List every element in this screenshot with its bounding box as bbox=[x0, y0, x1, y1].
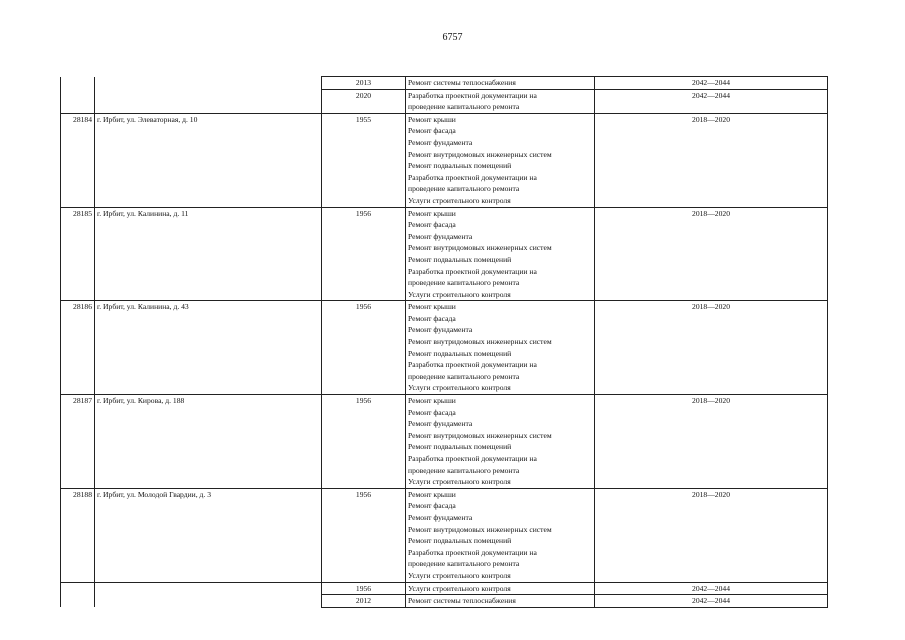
address-cell bbox=[95, 77, 322, 90]
year-cell: 2013 bbox=[322, 77, 406, 90]
table-row bbox=[61, 77, 828, 90]
work-item: проведение капитального ремонта bbox=[408, 465, 520, 475]
work-item: проведение капитального ремонта bbox=[408, 184, 520, 194]
year-cell: 1956 bbox=[322, 582, 406, 595]
work-item: Ремонт подвальных помещений bbox=[408, 161, 512, 171]
work-item: проведение капитального ремонта bbox=[408, 278, 520, 288]
period-cell: 2018—2020 bbox=[595, 395, 828, 489]
work-item: Услуги строительного контроля bbox=[408, 477, 511, 487]
works-cell bbox=[406, 595, 595, 608]
address-cell: г. Ирбит, ул. Калинина, д. 43 bbox=[95, 301, 322, 395]
table-row bbox=[61, 582, 828, 595]
period-cell: 2018—2020 bbox=[595, 113, 828, 207]
year-cell: 1956 bbox=[322, 395, 406, 489]
period-cell: 2042—2044 bbox=[595, 595, 828, 608]
table-body bbox=[61, 77, 828, 608]
table-row bbox=[61, 207, 828, 301]
work-item: Ремонт внутридомовых инженерных систем bbox=[408, 243, 552, 253]
work-item: Разработка проектной документации на bbox=[408, 454, 537, 463]
works-cell bbox=[406, 89, 595, 113]
house-id-cell bbox=[61, 77, 95, 90]
work-item: Ремонт фасада bbox=[408, 501, 456, 511]
table-row bbox=[61, 301, 828, 395]
work-item: проведение капитального ремонта bbox=[408, 102, 520, 112]
period-cell: 2042—2044 bbox=[595, 77, 828, 90]
work-item: Ремонт фундамента bbox=[408, 231, 473, 241]
work-item: Ремонт крыши bbox=[408, 114, 456, 124]
year-cell: 1956 bbox=[322, 488, 406, 582]
work-item: Ремонт системы теплоснабжения bbox=[408, 596, 516, 606]
work-item: Ремонт фасада bbox=[408, 407, 456, 417]
works-cell bbox=[406, 395, 595, 489]
work-item: Ремонт внутридомовых инженерных систем bbox=[408, 524, 552, 534]
work-item: Услуги строительного контроля bbox=[408, 195, 511, 205]
work-item: Ремонт подвальных помещений bbox=[408, 254, 512, 264]
work-item: Услуги строительного контроля bbox=[408, 289, 511, 299]
work-item: Услуги строительного контроля bbox=[408, 583, 511, 593]
year-cell: 1955 bbox=[322, 113, 406, 207]
period-cell: 2018—2020 bbox=[595, 488, 828, 582]
address-cell: г. Ирбит, ул. Молодой Гвардии, д. 3 bbox=[95, 488, 322, 582]
work-item: Ремонт внутридомовых инженерных систем bbox=[408, 337, 552, 347]
table-row bbox=[61, 113, 828, 207]
work-item: Ремонт крыши bbox=[408, 396, 456, 406]
period-cell: 2042—2044 bbox=[595, 89, 828, 113]
address-cell bbox=[95, 89, 322, 113]
table-row bbox=[61, 89, 828, 113]
address-cell: г. Ирбит, ул. Элеваторная, д. 10 bbox=[95, 113, 322, 207]
work-item: Ремонт фундамента bbox=[408, 325, 473, 335]
work-item: Ремонт фасада bbox=[408, 313, 456, 323]
work-item: Разработка проектной документации на bbox=[408, 90, 537, 100]
house-id-cell: 28188 bbox=[61, 488, 95, 582]
house-id-cell bbox=[61, 582, 95, 595]
work-item: Ремонт крыши bbox=[408, 208, 456, 218]
work-item: Ремонт фасада bbox=[408, 126, 456, 136]
house-id-cell: 28184 bbox=[61, 113, 95, 207]
work-item: Ремонт подвальных помещений bbox=[408, 536, 512, 546]
work-item: Разработка проектной документации на bbox=[408, 172, 537, 182]
work-item: Ремонт крыши bbox=[408, 302, 456, 312]
works-cell bbox=[406, 582, 595, 595]
capital-repair-table bbox=[60, 76, 828, 608]
house-id-cell: 28187 bbox=[61, 395, 95, 489]
year-cell: 2012 bbox=[322, 595, 406, 608]
year-cell: 2020 bbox=[322, 89, 406, 113]
work-item: Ремонт фундамента bbox=[408, 419, 473, 429]
address-cell bbox=[95, 582, 322, 595]
works-cell bbox=[406, 77, 595, 90]
works-cell bbox=[406, 301, 595, 395]
year-cell: 1956 bbox=[322, 301, 406, 395]
work-item: проведение капитального ремонта bbox=[408, 559, 520, 569]
work-item: Ремонт крыши bbox=[408, 489, 456, 499]
works-cell bbox=[406, 488, 595, 582]
work-item: Разработка проектной документации на bbox=[408, 547, 537, 557]
table-row bbox=[61, 595, 828, 608]
work-item: Ремонт фасада bbox=[408, 220, 456, 230]
work-item: Услуги строительного контроля bbox=[408, 383, 511, 393]
period-cell: 2018—2020 bbox=[595, 301, 828, 395]
address-cell bbox=[95, 595, 322, 608]
work-item: Ремонт подвальных помещений bbox=[408, 348, 512, 358]
work-item: Ремонт системы теплоснабжения bbox=[408, 78, 516, 87]
house-id-cell bbox=[61, 89, 95, 113]
work-item: Разработка проектной документации на bbox=[408, 360, 537, 370]
period-cell: 2042—2044 bbox=[595, 582, 828, 595]
address-cell: г. Ирбит, ул. Калинина, д. 11 bbox=[95, 207, 322, 301]
house-id-cell: 28186 bbox=[61, 301, 95, 395]
work-item: Ремонт внутридомовых инженерных систем bbox=[408, 430, 552, 440]
work-item: Разработка проектной документации на bbox=[408, 266, 537, 276]
work-item: Ремонт фундамента bbox=[408, 512, 473, 522]
house-id-cell: 28185 bbox=[61, 207, 95, 301]
works-cell bbox=[406, 207, 595, 301]
work-item: Ремонт фундамента bbox=[408, 137, 473, 147]
work-item: Ремонт подвальных помещений bbox=[408, 442, 512, 452]
house-id-cell bbox=[61, 595, 95, 608]
period-cell: 2018—2020 bbox=[595, 207, 828, 301]
page-number: 6757 bbox=[442, 32, 463, 43]
work-item: Услуги строительного контроля bbox=[408, 570, 511, 580]
year-cell: 1956 bbox=[322, 207, 406, 301]
works-cell bbox=[406, 113, 595, 207]
work-item: Ремонт внутридомовых инженерных систем bbox=[408, 149, 552, 159]
work-item: проведение капитального ремонта bbox=[408, 371, 520, 381]
address-cell: г. Ирбит, ул. Кирова, д. 188 bbox=[95, 395, 322, 489]
table-row bbox=[61, 488, 828, 582]
table-row bbox=[61, 395, 828, 489]
